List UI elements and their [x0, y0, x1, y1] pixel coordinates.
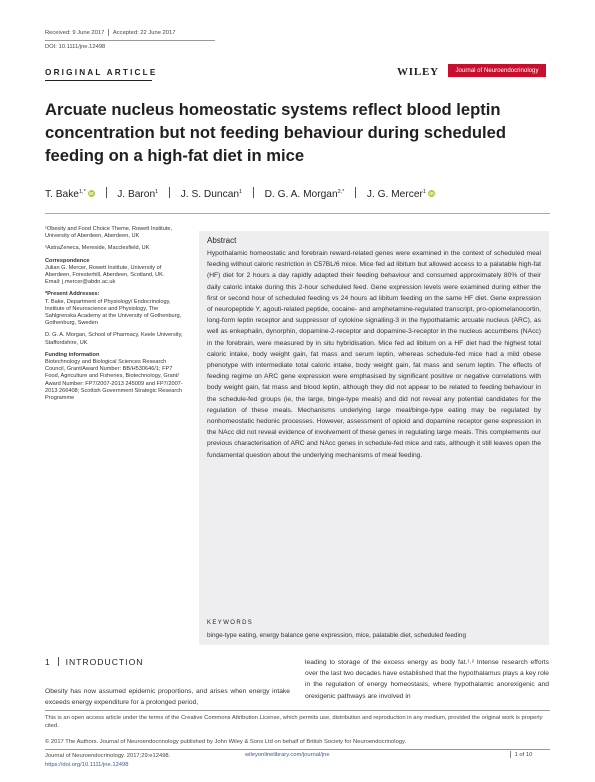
- divider: [45, 213, 550, 214]
- divider: [45, 710, 550, 711]
- divider: [510, 751, 511, 758]
- header-dates: [45, 29, 175, 36]
- divider: [106, 187, 107, 198]
- license-text: This is an open access article under the terms of the Creative Commons Attribution License, which permits use, distribution and reproduction in any medium, provided the original work is properly cited.: [45, 715, 543, 730]
- author-name[interactable]: J. Baron: [117, 189, 156, 200]
- article-info-sidebar: [45, 226, 188, 407]
- abstract-text: Hypothalamic homeostatic and forebrain reward-related genes were examined in the context of scheduled meal feeding without caloric restriction in C57BL/6 mice. Mice fed ad libitum but allowed access to a palatable high-fat (HF) diet for 2 hours a day rapidly adapted their feeding behaviour and consumed approximately 80% of their daily caloric intake during this 2-hour scheduled feed. Gene expression levels were examined during either the first or second hour of scheduled feeding vs 24 hours ad libitum feeding on the same HF diet. Gene expression of neuropeptide Y, agouti-related peptide, cocaine- and amphetamine-regulated transcript, pro-opiomelanocortin, long-form leptin receptor and suppressor of cytokine signalling-3 in the hypothalamic arcuate nucleus (ARC), as well as enkephalin, dynorphin, dopamine-2-receptor and dopamine-3-receptor in the nucleus accumbens (NAcc) in the forebrain, were measured by in situ hybridisation. Mice fed ad libitum on a HF diet had the highest total caloric intake, body weight gain, fat mass and serum leptin, whereas schedule-fed mice had a mild obese phenotype with intermediate total caloric intake, body weight gain, fat mass and serum leptin. The effects of feeding regime on ARC gene expression were emphasised by significant positive or negative correlations with body weight gain, fat mass and blood leptin, although they did not appear to be related to feeding behaviour in the schedule-fed groups (ie, the large, binge-type meals) and did not reveal any potential candidates for the regulation of these meals. Mechanisms underlying large meal/binge-type eating may be regulated by nonhomeostatic hedonic processes. However, assessment of opioid and dopamine receptor gene expression in the NAcc did not reveal evidence of involvement of these genes in regulating large meals. This complements our previous characterisation of ARC and NAcc genes in schedule-fed mice and rats, although it still leaves open the fundamental question about the underlying mechanisms of meal feeding.: [207, 250, 541, 459]
- divider: [45, 80, 152, 81]
- doi-link[interactable]: https://doi.org/10.1111/jne.12498: [45, 761, 129, 768]
- keywords-text: binge-type eating, energy balance gene expression, mice, palatable diet, scheduled feeding: [207, 632, 466, 639]
- author-name[interactable]: J. S. Duncan: [180, 189, 240, 200]
- intro-paragraph-left: Obesity has now assumed epidemic proportions, and arises when energy intake exceeds energy expenditure for a prolonged period,: [45, 688, 290, 707]
- copyright-text: © 2017 The Authors. Journal of Neuroendocrinology published by John Wiley & Sons Ltd on behalf of British Society for Neuroendocrinology.: [45, 739, 407, 745]
- author-affiliation-mark: 1: [239, 189, 243, 195]
- article-title: Arcuate nucleus homeostatic systems reflect blood leptin concentration but not feeding behaviour during scheduled feeding on a high-fat diet in mice: [45, 100, 506, 165]
- section-number: 1: [45, 657, 51, 667]
- divider: [45, 40, 215, 41]
- journal-logo: Journal of Neuroendocrinology: [448, 64, 546, 77]
- correspondence-text: Julian G. Mercer, Rowett Institute, University of Aberdeen, Foresterhill, Aberdeen, Scotland, UK.: [45, 264, 165, 279]
- publisher-logo: WILEY: [397, 66, 439, 78]
- divider: [355, 187, 356, 198]
- author-affiliation-mark: 1: [422, 189, 426, 195]
- affiliation-1: ¹Obesity and Food Choice Theme, Rowett Institute, University of Aberdeen, Aberdeen, UK: [45, 226, 173, 240]
- abstract-heading: Abstract: [207, 236, 237, 245]
- page-number: 1 of 10: [514, 752, 533, 759]
- present-address-1: T. Bake, Department of Physiology/ Endocrinology, Institute of Neuroscience and Physiology, The Sahlgrenska Academy at the University of Gothenburg, Gothenburg, Sweden: [45, 298, 182, 327]
- correspondence-heading: Correspondence: [45, 257, 90, 264]
- correspondence-email[interactable]: Email: j.mercer@abdn.ac.uk: [45, 279, 116, 286]
- divider: [45, 749, 550, 750]
- funding-text: Biotechnology and Biological Sciences Research Council, Grant/Award Number: BB/H530646/1; FP7 Food, Agriculture and Fisheries, Biotechnology, Grant/ Award Number: FP7/2007-2013 245009 and FP7/2007-2013 266408; Scottish Government Strategic Research Programme: [45, 359, 183, 402]
- page-indicator: [506, 751, 532, 758]
- author-name[interactable]: T. Bake: [45, 189, 79, 200]
- divider: [108, 29, 109, 36]
- divider: [253, 187, 254, 198]
- funding-heading: Funding information: [45, 351, 100, 358]
- author-affiliation-mark: 1: [155, 189, 159, 195]
- journal-website-link[interactable]: wileyonlinelibrary.com/journal/jne: [245, 752, 330, 758]
- orcid-icon[interactable]: iD: [88, 191, 94, 196]
- author-affiliation-mark: 2,*: [337, 189, 345, 195]
- divider: [58, 657, 59, 666]
- present-addresses-heading: *Present Addresses:: [45, 291, 100, 298]
- doi-label[interactable]: DOI: 10.1111/jne.12498: [45, 44, 106, 50]
- author-name[interactable]: D. G. A. Morgan: [264, 189, 338, 200]
- orcid-icon[interactable]: iD: [429, 191, 434, 196]
- keywords-heading: KEYWORDS: [207, 620, 254, 626]
- divider: [169, 187, 170, 198]
- intro-paragraph-right: leading to storage of the excess energy as body fat.¹˒² Intense research efforts over the last two decades have established that the hypothalamus plays a key role in the regulation of energy homeostasis, where hypothalamic anorexigenic and orexigenic pathways are involved in: [305, 659, 549, 700]
- received-date: Received: 9 June 2017: [45, 30, 105, 37]
- accepted-date: Accepted: 22 June 2017: [112, 30, 176, 37]
- article-type: ORIGINAL ARTICLE: [45, 68, 158, 77]
- author-name[interactable]: J. G. Mercer: [366, 189, 423, 200]
- affiliation-2: ²AstraZeneca, Mereside, Macclesfield, UK: [45, 245, 150, 252]
- journal-citation: Journal of Neuroendocrinology. 2017;29:e12498.: [45, 753, 171, 759]
- footer-citation: [45, 752, 170, 769]
- section-title: INTRODUCTION: [65, 657, 144, 667]
- author-list: [45, 187, 435, 200]
- author-affiliation-mark: 1,*: [78, 189, 86, 195]
- section-heading: [45, 657, 143, 667]
- present-address-2: D. G. A. Morgan, School of Pharmacy, Keele University, Staffordshire, UK: [45, 332, 183, 346]
